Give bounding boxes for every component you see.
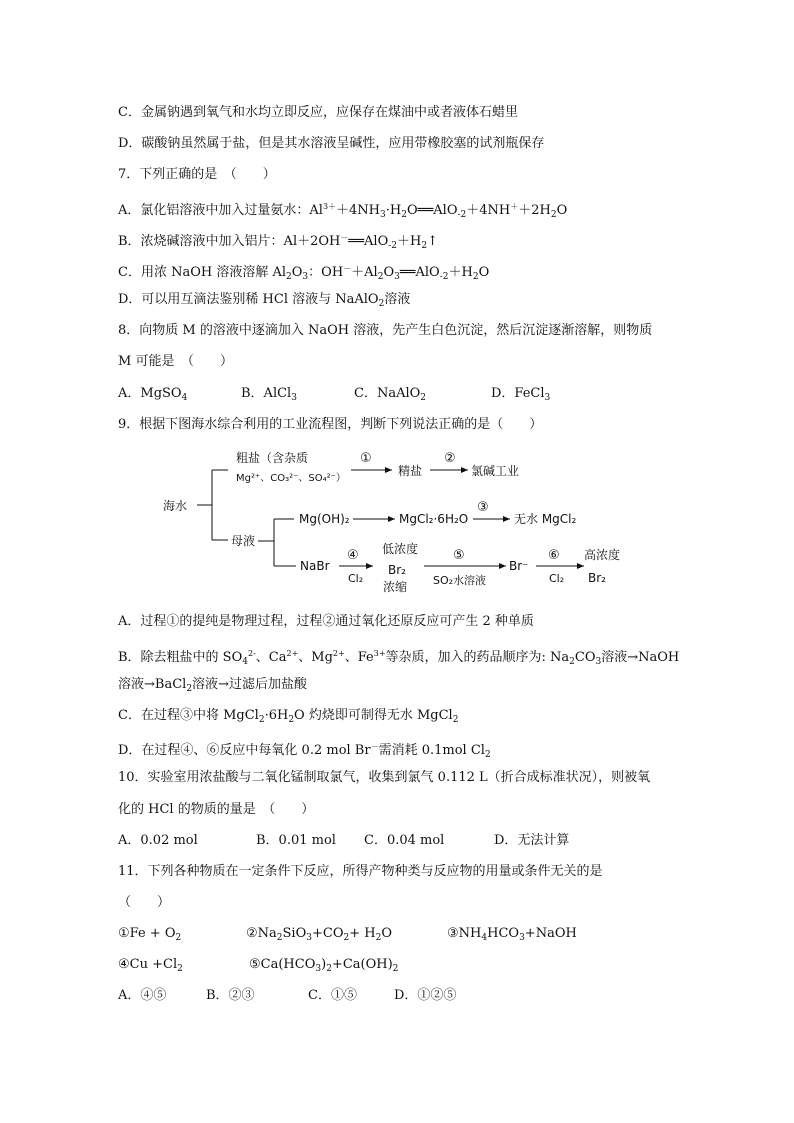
step2-marker: ② xyxy=(444,451,456,466)
q10-stem-line2: 化的 HCl 的物质的量是 （ ） xyxy=(118,802,315,817)
step6-marker: ⑥ xyxy=(548,548,560,563)
so2-reagent-label: SO₂水溶液 xyxy=(433,574,487,587)
chlor-alkali-label: 氯碱工业 xyxy=(471,464,520,478)
q11-stem-line2: （ ） xyxy=(118,895,171,910)
nabr-label: NaBr xyxy=(300,559,330,573)
q11-item-1: ①Fe + $O_2$ xyxy=(118,926,182,943)
low-concentration-label: 低浓度 xyxy=(382,542,419,556)
q11-stem-line1: 11．下列各种物质在一定条件下反应，所得产物种类与反应物的用量或条件无关的是 xyxy=(118,864,603,879)
q11-item-2: $②Na_2SiO_3+CO_2+ H_2O$ xyxy=(246,926,392,943)
mother-liquor-branch-lines xyxy=(258,519,296,566)
crude-salt-label: 粗盐（含杂质 xyxy=(236,451,309,465)
q11-item-5: $⑤Ca(HCO_3)_2+Ca(OH)_2$ xyxy=(249,957,399,974)
q7-option-a: A．氯化铝溶液中加入过量氨水：$Al^{3+}+4NH_3\cdot H_2O══AlO_{-2}+4NH^++2H_2O$ xyxy=(118,202,568,220)
q10-option-b: B．0.01 mol xyxy=(256,833,336,848)
refined-salt-label: 精盐 xyxy=(398,464,423,478)
q9-option-b-line2: 溶液→BaCl$_2$溶液→过滤后加盐酸 xyxy=(118,677,307,694)
q7-stem: 7．下列正确的是 （ ） xyxy=(118,167,276,182)
q9-option-c: C．在过程③中将 $MgCl_2\cdot 6H_2O$ 灼烧即可制得无水 MgCl$_2$ xyxy=(118,708,459,725)
q6-option-d: D．碳酸钠虽然属于盐，但是其水溶液呈碱性，应用带橡胶塞的试剂瓶保存 xyxy=(118,136,545,151)
seawater-branch-lines xyxy=(197,470,228,540)
anhydrous-mgcl2-label: 无水 MgCl₂ xyxy=(514,512,577,526)
br2-high-label: Br₂ xyxy=(588,571,606,585)
step4-marker: ④ xyxy=(347,548,359,563)
seawater-label: 海水 xyxy=(163,499,188,513)
q9-option-a: A．过程①的提纯是物理过程，过程②通过氧化还原反应可产生 2 种单质 xyxy=(118,614,534,629)
q9-option-d: D．在过程④、⑥反应中每氧化 0.2 mol Br－需消耗 0.1mol $Cl_2$ xyxy=(118,742,491,760)
q11-item-4: ④Cu $+Cl_2$ xyxy=(118,957,183,974)
step1-marker: ① xyxy=(360,451,372,466)
q10-option-d: D．无法计算 xyxy=(494,833,570,848)
q7-option-c: C．用浓 NaOH 溶液溶解 $Al_2O_3$：$OH^-+Al_2O_3══AlO_{-2}+H_2O$ xyxy=(118,264,490,282)
mother-liquor-label: 母液 xyxy=(231,534,256,548)
cl2-reagent-b: Cl₂ xyxy=(549,572,565,585)
q9-option-b-line1: B．除去粗盐中的 $SO_4^{2-}$、$Ca^{2+}$、$Mg^{2+}$、$Fe^{3+}$等杂质，加入的药品顺序为: $Na_2CO_3$溶液→NaOH xyxy=(118,649,680,667)
cl2-reagent-a: Cl₂ xyxy=(348,572,364,585)
q8-option-c: C．NaAlO$_2$ xyxy=(354,386,427,403)
q7-option-b: B．浓烧碱溶液中加入铝片：$Al+2OH^-══AlO_{-2}+H_2↑$ xyxy=(118,233,438,251)
br2-low-label: Br₂ xyxy=(388,563,406,577)
bromide-ion-label: Br⁻ xyxy=(509,559,529,573)
q8-stem-line1: 8．向物质 M 的溶液中逐滴加入 NaOH 溶液，先产生白色沉淀，然后沉淀逐渐溶解，则物质 xyxy=(118,323,653,338)
q10-option-a: A．0.02 mol xyxy=(118,833,198,848)
high-concentration-label: 高浓度 xyxy=(584,548,621,562)
crude-salt-ions-label: Mg²⁺、CO₃²⁻、SO₄²⁻） xyxy=(236,473,346,484)
q6-option-c: C．金属钠遇到氧气和水均立即反应，应保存在煤油中或者液体石蜡里 xyxy=(118,105,518,120)
concentrate-label: 浓缩 xyxy=(383,580,408,594)
q10-stem-line1: 10．实验室用浓盐酸与二氧化锰制取氯气，收集到氯气 0.112 L（折合成标准状况），则被氧 xyxy=(118,770,651,785)
q11-option-c: C．①⑤ xyxy=(308,988,357,1003)
mgcl2-hydrate-label: MgCl₂·6H₂O xyxy=(399,512,469,526)
step5-marker: ⑤ xyxy=(453,548,465,563)
q11-option-a: A．④⑤ xyxy=(118,988,167,1003)
q10-option-c: C．0.04 mol xyxy=(364,833,445,848)
q11-option-b: B．②③ xyxy=(206,988,255,1003)
q7-option-d: D．可以用互滴法鉴别稀 HCl 溶液与 NaAlO$_2$溶液 xyxy=(118,292,411,309)
q8-option-a: A．MgSO$_4$ xyxy=(118,386,188,403)
q11-option-d: D．①②⑤ xyxy=(394,988,457,1003)
q11-item-3: $③NH_4HCO_3+NaOH$ xyxy=(447,926,577,943)
q9-stem: 9．根据下图海水综合利用的工业流程图，判断下列说法正确的是（ ） xyxy=(118,417,543,432)
q8-option-d: D．FeCl$_3$ xyxy=(491,386,551,403)
mgoh2-label: Mg(OH)₂ xyxy=(299,512,350,526)
step3-marker: ③ xyxy=(477,500,489,515)
q8-stem-line2: M 可能是 （ ） xyxy=(118,354,233,369)
q8-option-b: B．AlCl$_3$ xyxy=(241,386,297,403)
